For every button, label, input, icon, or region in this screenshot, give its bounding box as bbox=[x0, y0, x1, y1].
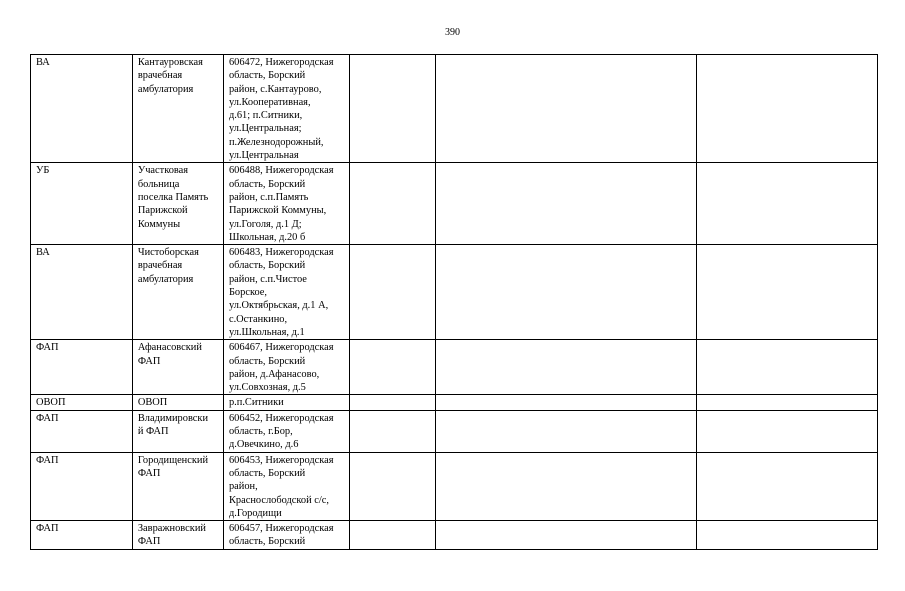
facility-address-cell bbox=[223, 410, 350, 452]
facility-address-cell-line: область, Борский bbox=[228, 536, 306, 548]
empty-cell bbox=[350, 163, 436, 245]
empty-cell bbox=[350, 395, 436, 410]
facility-address-cell bbox=[223, 395, 350, 410]
facility-type-cell: ВА bbox=[31, 55, 133, 163]
facility-name-cell-line: й ФАП bbox=[137, 426, 169, 438]
facility-type-cell: ОВОП bbox=[31, 395, 133, 410]
table-row bbox=[31, 452, 878, 520]
facility-address-cell-line: область, г.Бор, bbox=[228, 426, 293, 438]
facility-name-cell bbox=[132, 340, 223, 395]
facility-name-cell-line: ФАП bbox=[137, 467, 161, 479]
facility-name-cell-line: Владимировски bbox=[137, 412, 209, 424]
facility-address-cell-line: область, Борский bbox=[228, 70, 306, 82]
empty-cell bbox=[350, 55, 436, 163]
facility-address-cell-line: 606483, Нижегородская bbox=[228, 247, 334, 259]
table-row bbox=[31, 55, 878, 163]
facility-address-cell-line: район, с.Кантаурово, bbox=[228, 83, 322, 95]
facility-address-cell-line: д.61; п.Ситники, bbox=[228, 110, 303, 122]
facility-address-cell bbox=[223, 340, 350, 395]
facility-address-cell-line: Борское, bbox=[228, 287, 267, 299]
facility-address-cell-line: район, с.п.Память bbox=[228, 191, 309, 203]
facility-address-cell-line: с.Останкино, bbox=[228, 313, 288, 325]
facility-address-cell-line: Школьная, д.20 б bbox=[228, 231, 306, 243]
facility-address-cell-line: д.Овечкино, д.6 bbox=[228, 439, 299, 451]
empty-cell bbox=[436, 395, 697, 410]
facility-type-cell: ФАП bbox=[31, 521, 133, 550]
facility-address-cell bbox=[223, 55, 350, 163]
page-number: 390 bbox=[445, 27, 460, 38]
facility-address-cell-line: п.Железнодорожный, bbox=[228, 136, 324, 148]
facility-address-cell bbox=[223, 245, 350, 340]
table-row bbox=[31, 245, 878, 340]
empty-cell bbox=[696, 163, 877, 245]
empty-cell bbox=[436, 163, 697, 245]
table-body bbox=[31, 55, 878, 550]
facility-name-cell bbox=[132, 245, 223, 340]
facility-address-cell bbox=[223, 521, 350, 550]
facility-address-cell-line: область, Борский bbox=[228, 260, 306, 272]
facility-address-cell-line: 606488, Нижегородская bbox=[228, 165, 334, 177]
empty-cell bbox=[436, 410, 697, 452]
facility-address-cell-line: ул.Кооперативная, bbox=[228, 96, 311, 108]
facility-type-cell: ФАП bbox=[31, 340, 133, 395]
empty-cell bbox=[436, 521, 697, 550]
facility-address-cell-line: ул.Школьная, д.1 bbox=[228, 326, 305, 338]
facilities-table bbox=[30, 54, 878, 550]
table-row bbox=[31, 395, 878, 410]
empty-cell bbox=[696, 245, 877, 340]
empty-cell bbox=[436, 340, 697, 395]
facility-address-cell-line: район, bbox=[228, 481, 258, 493]
empty-cell bbox=[696, 410, 877, 452]
facility-name-cell-line: ФАП bbox=[137, 536, 161, 548]
facility-address-cell-line: район, с.п.Чистое bbox=[228, 273, 307, 285]
facility-name-cell-line: амбулатория bbox=[137, 83, 194, 95]
facility-name-cell bbox=[132, 452, 223, 520]
facility-address-cell-line: ул.Совхозная, д.5 bbox=[228, 382, 306, 394]
facility-name-cell-line: амбулатория bbox=[137, 273, 194, 285]
facility-name-cell-line: Парижской bbox=[137, 205, 188, 217]
facility-address-cell-line: район, д.Афанасово, bbox=[228, 368, 320, 380]
facility-address-cell-line: ул.Гоголя, д.1 Д; bbox=[228, 218, 302, 230]
table-row bbox=[31, 521, 878, 550]
facility-type-cell: ВА bbox=[31, 245, 133, 340]
facility-address-cell-line: 606453, Нижегородская bbox=[228, 454, 334, 466]
empty-cell bbox=[696, 395, 877, 410]
facility-name-cell-line: Участковая bbox=[137, 165, 189, 177]
facility-address-cell-line: Краснослободской с/с, bbox=[228, 494, 329, 506]
facility-address-cell bbox=[223, 163, 350, 245]
facility-address-cell-line: область, Борский bbox=[228, 178, 306, 190]
table-row bbox=[31, 340, 878, 395]
facility-type-cell: ФАП bbox=[31, 452, 133, 520]
table-row bbox=[31, 163, 878, 245]
facility-name-cell-line: врачебная bbox=[137, 70, 183, 82]
facility-address-cell-line: 606472, Нижегородская bbox=[228, 57, 334, 68]
facility-address-cell-line: область, Борский bbox=[228, 467, 306, 479]
empty-cell bbox=[696, 340, 877, 395]
empty-cell bbox=[350, 452, 436, 520]
facility-name-cell-line: Завражновский bbox=[137, 523, 206, 535]
empty-cell bbox=[696, 452, 877, 520]
facility-address-cell-line: Парижской Коммуны, bbox=[228, 205, 327, 217]
facility-name-cell bbox=[132, 395, 223, 410]
facility-name-cell bbox=[132, 163, 223, 245]
facility-name-cell-line: поселка Память bbox=[137, 191, 209, 203]
empty-cell bbox=[436, 245, 697, 340]
facility-name-cell-line: Коммуны bbox=[137, 218, 181, 230]
empty-cell bbox=[350, 521, 436, 550]
facility-name-cell-line: Чистоборская bbox=[137, 247, 199, 259]
facility-name-cell bbox=[132, 410, 223, 452]
facility-address-cell-line: 606457, Нижегородская bbox=[228, 523, 334, 535]
facility-name-cell-line: Городищенский bbox=[137, 454, 209, 466]
facility-name-cell-line: ФАП bbox=[137, 355, 161, 367]
facility-name-cell bbox=[132, 521, 223, 550]
facility-address-cell bbox=[223, 452, 350, 520]
facility-address-cell-line: ул.Центральная; bbox=[228, 123, 302, 135]
empty-cell bbox=[436, 452, 697, 520]
facility-address-cell-line: ул.Центральная bbox=[228, 150, 299, 162]
facility-name-cell-line: Афанасовский bbox=[137, 342, 202, 354]
table-row bbox=[31, 410, 878, 452]
empty-cell bbox=[350, 410, 436, 452]
facility-name-cell-line: больница bbox=[137, 178, 180, 190]
facility-type-cell: УБ bbox=[31, 163, 133, 245]
facility-address-cell-line: ул.Октябрьская, д.1 А, bbox=[228, 300, 329, 312]
facility-type-cell: ФАП bbox=[31, 410, 133, 452]
empty-cell bbox=[436, 55, 697, 163]
empty-cell bbox=[350, 340, 436, 395]
empty-cell bbox=[696, 55, 877, 163]
facility-name-cell-line: Кантауровская bbox=[137, 57, 203, 68]
facility-address-cell-line: р.п.Ситники bbox=[228, 397, 284, 409]
facility-address-cell-line: д.Городищи bbox=[228, 507, 282, 519]
empty-cell bbox=[350, 245, 436, 340]
facility-name-cell-line: врачебная bbox=[137, 260, 183, 272]
empty-cell bbox=[696, 521, 877, 550]
facility-name-cell bbox=[132, 55, 223, 163]
facility-address-cell-line: 606467, Нижегородская bbox=[228, 342, 334, 354]
facility-name-cell-line: ОВОП bbox=[137, 397, 168, 409]
facility-address-cell-line: область, Борский bbox=[228, 355, 306, 367]
facility-address-cell-line: 606452, Нижегородская bbox=[228, 412, 334, 424]
